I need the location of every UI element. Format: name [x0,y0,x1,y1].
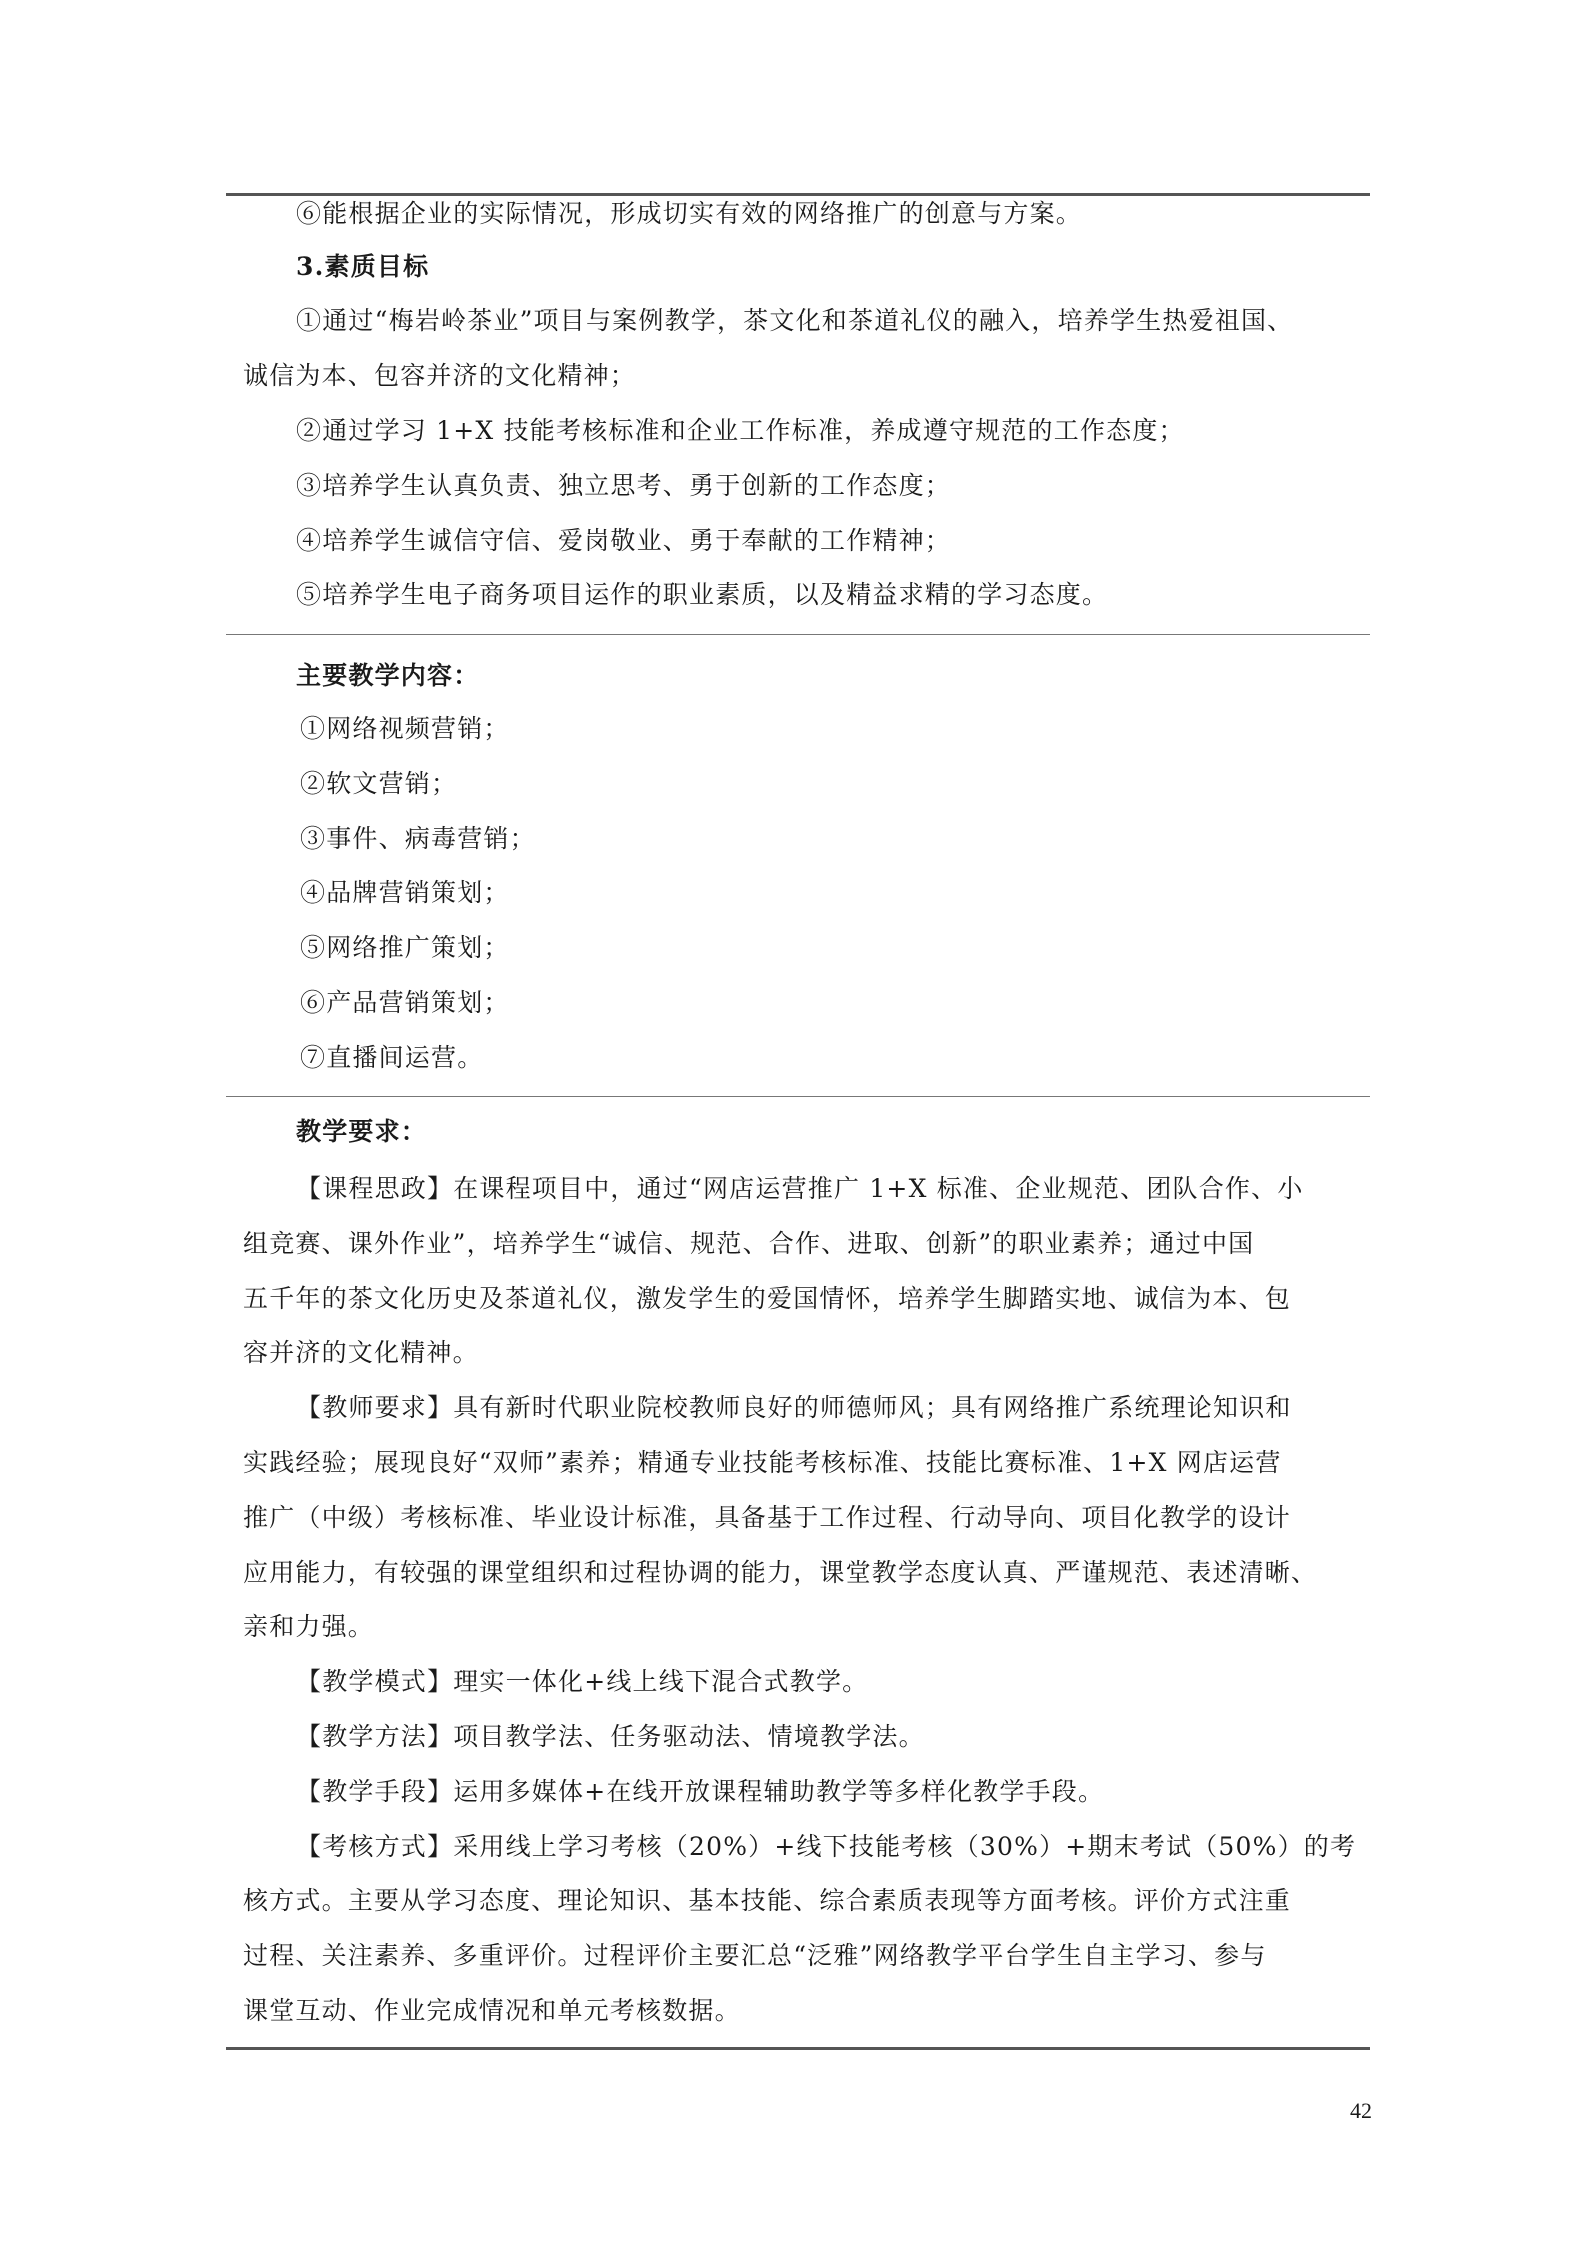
requirements-line: 核方式。主要从学习态度、理论知识、基本技能、综合素质表现等方面考核。评价方式注重 [243,1886,1292,1915]
objective-line: ⑤培养学生电子商务项目运作的职业素质，以及精益求精的学习态度。 [296,580,1109,609]
section-divider [226,1096,1370,1097]
requirements-line: 【教学手段】运用多媒体+在线开放课程辅助教学等多样化教学手段。 [296,1777,1105,1806]
requirements-line: 五千年的茶文化历史及茶道礼仪，激发学生的爱国情怀，培养学生脚踏实地、诚信为本、包 [243,1284,1292,1313]
content-item: ⑥产品营销策划； [300,988,510,1017]
subsection-heading: 3.素质目标 [296,252,430,281]
objective-line: ②通过学习 1+X 技能考核标准和企业工作标准，养成遵守规范的工作态度； [296,416,1185,445]
content-item: ⑤网络推广策划； [300,933,510,962]
section-divider [226,634,1370,635]
requirements-heading: 教学要求： [296,1117,428,1146]
requirements-line: 【教学模式】理实一体化+线上线下混合式教学。 [296,1667,869,1696]
content-item: ⑦直播间运营。 [300,1043,484,1072]
top-rule [226,193,1370,196]
requirements-line: 亲和力强。 [243,1612,375,1641]
objective-line: ⑥能根据企业的实际情况，形成切实有效的网络推广的创意与方案。 [296,199,1083,228]
content-item: ②软文营销； [300,769,458,798]
requirements-line: 【教学方法】项目教学法、任务驱动法、情境教学法。 [296,1722,925,1751]
content-item: ④品牌营销策划； [300,878,510,907]
content-heading: 主要教学内容： [296,661,480,690]
requirements-line: 容并济的文化精神。 [243,1338,479,1367]
requirements-line: 【课程思政】在课程项目中，通过“网店运营推广 1+X 标准、企业规范、团队合作、小 [296,1174,1304,1203]
objective-line: ④培养学生诚信守信、爱岗敬业、勇于奉献的工作精神； [296,526,952,555]
page-number: 42 [1350,2098,1372,2123]
requirements-line: 应用能力，有较强的课堂组织和过程协调的能力，课堂教学态度认真、严谨规范、表述清晰、 [243,1558,1318,1587]
requirements-line: 推广（中级）考核标准、毕业设计标准，具备基于工作过程、行动导向、项目化教学的设计 [243,1503,1292,1532]
bottom-rule [226,2047,1370,2050]
requirements-line: 课堂互动、作业完成情况和单元考核数据。 [243,1996,741,2025]
requirements-line: 【考核方式】采用线上学习考核（20%）+线下技能考核（30%）+期末考试（50%）的考 [296,1832,1357,1861]
objective-line: ③培养学生认真负责、独立思考、勇于创新的工作态度； [296,471,952,500]
requirements-line: 【教师要求】具有新时代职业院校教师良好的师德师风；具有网络推广系统理论知识和 [296,1393,1292,1422]
objective-line: ①通过“梅岩岭茶业”项目与案例教学，茶文化和茶道礼仪的融入，培养学生热爱祖国、 [296,306,1294,335]
content-item: ①网络视频营销； [300,714,510,743]
requirements-line: 过程、关注素养、多重评价。过程评价主要汇总“泛雅”网络教学平台学生自主学习、参与 [243,1941,1267,1970]
requirements-line: 实践经验；展现良好“双师”素养；精通专业技能考核标准、技能比赛标准、1+X 网店运营 [243,1448,1282,1477]
content-item: ③事件、病毒营销； [300,824,536,853]
requirements-line: 组竞赛、课外作业”，培养学生“诚信、规范、合作、进取、创新”的职业素养；通过中国 [243,1229,1255,1258]
objective-line: 诚信为本、包容并济的文化精神； [243,361,637,390]
